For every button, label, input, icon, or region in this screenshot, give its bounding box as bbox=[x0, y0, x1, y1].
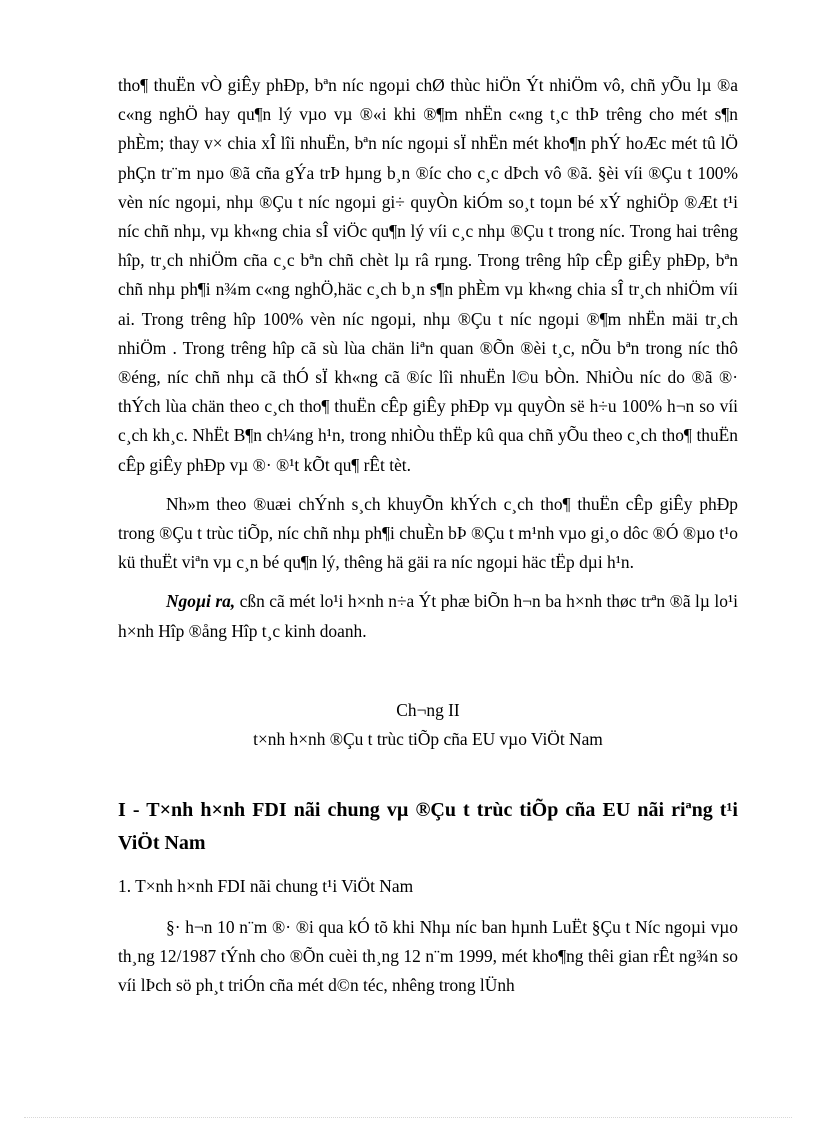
section-heading: I - T×nh h×nh FDI nãi chung vµ ®Çu t trùc tiÕp cña EU nãi riªng t¹i ViÖt Nam bbox=[118, 798, 738, 854]
chapter-number: Ch¬ng II bbox=[396, 699, 460, 720]
chapter-title: t×nh h×nh ®Çu t trùc tiÕp cña EU vµo ViÖt Nam bbox=[253, 728, 603, 749]
page-bottom-rule bbox=[24, 1117, 792, 1118]
paragraph-bcc-form bbox=[118, 587, 738, 645]
paragraph-text: cßn cã mét lo¹i h×nh n÷a Ýt phæ biÕn h¬n ba h×nh thøc trªn ®ã lµ lo¹i h×nh Hîp ®ång Hîp t¸c kinh doanh. bbox=[118, 591, 738, 641]
page-content bbox=[118, 71, 738, 1000]
sub-heading: 1. T×nh h×nh FDI nãi chung t¹i ViÖt Nam bbox=[118, 875, 414, 896]
paragraph-licensing: tho¶ thuËn vÒ giÊy phÐp, bªn níc ngoµi chØ thùc hiÖn Ýt nhiÖm vô, chñ yÕu lµ ®a c«ng nghÖ hay qu¶n lý vµo vµ ®«i khi ®¶m nhËn c«ng t¸c thÞ trêng cho mét s¶n phÈm; thay v× chia xÎ lîi nhuËn, bªn níc ngoµi sÏ nhËn mét kho¶n phÝ hoÆc mét tû lÖ phÇn tr¨m nµo ®ã cña gÝa trÞ hµng b¸n ®íc cho c¸c dÞch vô ®ã. §èi víi ®Çu t 100% vèn níc ngoµi, nhµ ®Çu t níc ngoµi gi÷ quyÒn kiÓm so¸t toµn bé xÝ nghiÖp ®Æt t¹i níc chñ nhµ, vµ kh«ng chia sÎ viÖc qu¶n lý víi c¸c nhµ ®Çu t trong níc. Trong hai trêng hîp, tr¸ch nhiÖm cña c¸c bªn chñ chèt lµ râ rµng. Trong trêng hîp cÊp giÊy phÐp, bªn chñ nhµ ph¶i n¾m c«ng nghÖ,häc c¸ch b¸n s¶n phÈm vµ kh«ng chia sÎ tr¸ch nhiÖm víi ai. Trong trêng hîp 100% vèn níc ngoµi, nhµ ®Çu t níc ngoµi ®¶m nhËn mäi tr¸ch nhiÖm . Trong trêng hîp cã sù lùa chän liªn quan ®Õn ®èi t¸c, nÕu bªn trong níc thô ®éng, níc chñ nhµ cã thÓ sÏ kh«ng cã ®íc lîi nhuËn l©u bÒn. NhiÒu níc do ®ã ®· thÝch lùa chän theo c¸ch tho¶ thuËn cÊp giÊy phÐp vµ quyÒn së h÷u 100% h¬n so víi c¸ch kh¸c. NhËt B¶n ch¼ng h¹n, trong nhiÒu thËp kû qua chñ yÕu theo c¸ch tho¶ thuËn cÊp giÊy phÐp vµ ®· ®¹t kÕt qu¶ rÊt tèt. bbox=[118, 75, 738, 475]
lead-phrase: Ngoµi ra, bbox=[166, 591, 236, 612]
paragraph-fdi-overview: §· h¬n 10 n¨m ®· ®i qua kÓ tõ khi Nhµ níc ban hµnh LuËt §Çu t Níc ngoµi vµo th¸ng 12/1987 tÝnh cho ®Õn cuèi th¸ng 12 n¨m 1999, mét kho¶ng thêi gian rÊt ng¾n so víi lÞch sö ph¸t triÓn cña mét d©n téc, nhêng trong lÜnh bbox=[118, 916, 738, 996]
paragraph-education-policy: Nh»m theo ®uæi chÝnh s¸ch khuyÕn khÝch c¸ch tho¶ thuËn cÊp giÊy phÐp trong ®Çu t trùc tiÕp, níc chñ nhµ ph¶i chuÈn bÞ ®Çu t m¹nh vµo gi¸o dôc ®Ó ®µo t¹o kü thuËt viªn vµ c¸n bé qu¶n lý, thêng hä gäi ra níc ngoµi häc tËp dµi h¹n. bbox=[118, 493, 738, 573]
